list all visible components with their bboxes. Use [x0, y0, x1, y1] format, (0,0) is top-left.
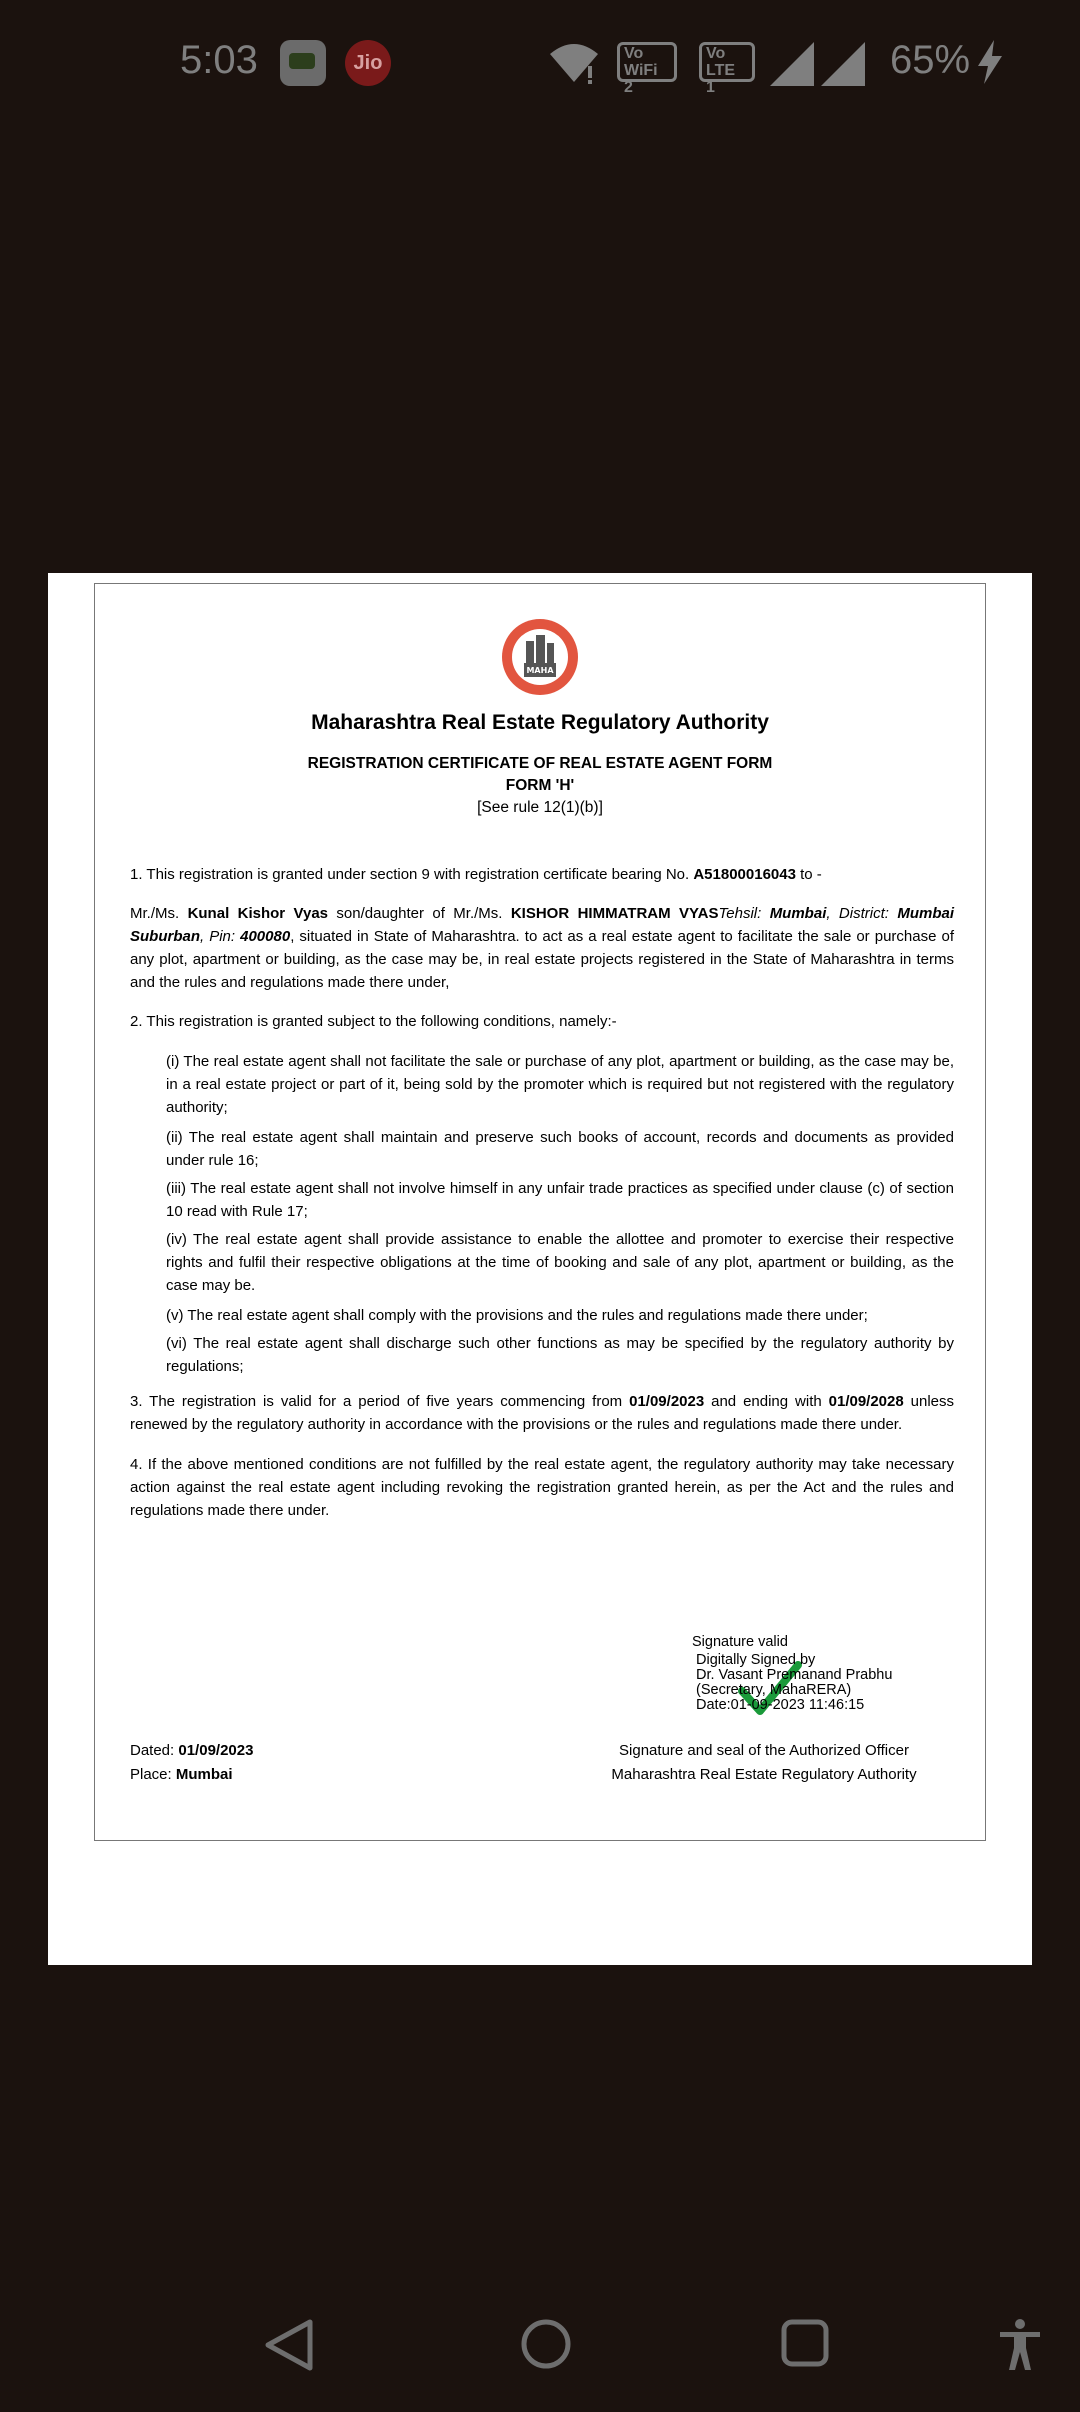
valid-to: 01/09/2028	[828, 1393, 904, 1410]
parent-name: KISHOR HIMMATRAM VYAS	[510, 905, 719, 922]
agent-name: Kunal Kishor Vyas	[187, 905, 329, 922]
app-notification-icon	[280, 40, 326, 86]
back-icon[interactable]	[262, 2318, 316, 2372]
charging-icon	[976, 40, 1004, 84]
certificate-title: REGISTRATION CERTIFICATE OF REAL ESTATE AGENT FORM	[307, 755, 773, 772]
document-page[interactable]: MAHA Maharashtra Real Estate Regulatory Authority REGISTRATION CERTIFICATE OF REAL ESTATE AGENT FORM FORM 'H' [See rule 12(1)(b)] 1. This registration is granted under section 9 with registration certificate bearing No. A51800016043 to - Mr./Ms. Kunal Kishor Vyas son/daughter of Mr./Ms. KISHOR HIMMATRAM VYASTehsil: Mumbai, District: Mumbai Suburban, Pin: 400080, situated in State of Maharashtra. to act as a real estate agent to facilitate the sale or purchase of any plot, apartment or building, as the case may be, in real estate projects registered in the State of Maharashtra in terms and the rules and regulations made there under, 2. This registration is granted subject to the following conditions, namely:- (i) The real estate agent shall not facilitate the sale or purchase of any plot, apartment or building, as the case may be, in a real estate project or part of it, being sold by the promoter which is required but not registered with the regulatory authority; (ii) The real estate agent shall maintain and preserve such books of account, records and documents as provided under rule 16; (iii) The real estate agent shall not involve himself in any unfair trade practices as specified under clause (c) of section 10 read with Rule 17; (iv) The real estate agent shall provide assistance to enable the allottee and promoter to exercise their respective rights and fulfil their respective obligations at the time of booking and sale of any plot, apartment or building, as the case may be. (v) The real estate agent shall comply with the provisions and the rules and regulations made there under; (vi) The real estate agent shall discharge such other functions as may be specified by the regulatory authority by regulations; 3. The registration is valid for a period of five years commencing from 01/09/2023 and ending with 01/09/2028 unless renewed by the regulatory authority in accordance with the provisions or the rules and regulations made there under. 4. If the above mentioned conditions are not fulfilled by the real estate agent, the regulatory authority may take necessary action against the real estate agent including revoking the registration granted herein, as per the Act and the rules and regulations made there under. Signature valid Digitally Signed by Dr. Vasant Premanand Prabhu (Secretary, MahaRERA) Date:01-09-2023 11:46:15 Dated: 01/09/2023 Place: Mumbai Signature and seal of the Authorized Officer Maharashtra Real Estate Regulatory Authority	[48, 573, 1032, 1965]
wifi-icon	[548, 40, 600, 84]
maharera-logo	[500, 617, 580, 697]
rule-reference: [See rule 12(1)(b)]	[477, 799, 603, 816]
condition-5: (v) The real estate agent shall comply with the provisions and the rules and regulations made there under;	[166, 1307, 868, 1324]
signal-icon	[821, 42, 865, 86]
signal-icon	[770, 42, 814, 86]
paragraph-4: 4. If the above mentioned conditions are not fulfilled by the real estate agent, the regulatory authority may take necessary action against the real estate agent including revoking the registration granted herein, as per the Act and the rules and regulations made there under.	[130, 1456, 954, 1519]
svg-text:MAHA: MAHA	[526, 666, 554, 675]
recents-icon[interactable]	[780, 2318, 830, 2368]
dated: Dated: 01/09/2023	[130, 1742, 254, 1759]
condition-4: (iv) The real estate agent shall provide assistance to enable the allottee and promoter to exercise their respective rights and fulfil their respective obligations at the time of booking and sale of any plot, apartment or building, as the case may be.	[166, 1231, 954, 1294]
jio-icon: Jio	[345, 40, 391, 86]
accessibility-icon[interactable]	[998, 2318, 1042, 2372]
agent-details: Mr./Ms. Kunal Kishor Vyas son/daughter of Mr./Ms. KISHOR HIMMATRAM VYASTehsil: Mumbai, District: Mumbai Suburban, Pin: 400080, situated in State of Maharashtra. to act as a real estate agent to facilitate the sale or purchase of any plot, apartment or building, as the case may be, in real estate projects registered in the State of Maharashtra in terms and the rules and regulations made there under,	[130, 905, 954, 991]
seal-caption-2: Maharashtra Real Estate Regulatory Authority	[611, 1766, 917, 1783]
valid-from: 01/09/2023	[629, 1393, 705, 1410]
seal-caption-1: Signature and seal of the Authorized Officer	[619, 1742, 909, 1759]
home-icon[interactable]	[520, 2318, 572, 2370]
paragraph-1: 1. This registration is granted under section 9 with registration certificate bearing No. A51800016043 to -	[130, 866, 822, 883]
paragraph-2: 2. This registration is granted subject to the following conditions, namely:-	[130, 1013, 617, 1030]
paragraph-3: 3. The registration is valid for a period of five years commencing from 01/09/2023 and ending with 01/09/2028 unless renewed by the regulatory authority in accordance with the provisions or the rules and regulations made there under.	[130, 1393, 955, 1433]
condition-3: (iii) The real estate agent shall not involve himself in any unfair trade practices as specified under clause (c) of section 10 read with Rule 17;	[166, 1180, 954, 1220]
volte-icon: Vo LTE 1	[699, 42, 755, 82]
place: Place: Mumbai	[130, 1766, 233, 1783]
authority-title: Maharashtra Real Estate Regulatory Authority	[311, 711, 769, 734]
vowifi-icon: Vo WiFi 2	[617, 42, 677, 82]
registration-number: A51800016043	[693, 866, 796, 883]
condition-2: (ii) The real estate agent shall maintain and preserve such books of account, records and documents as provided under rule 16;	[166, 1129, 954, 1169]
condition-1: (i) The real estate agent shall not facilitate the sale or purchase of any plot, apartment or building, as the case may be, in a real estate project or part of it, being sold by the promoter which is required but not registered with the regulatory authority;	[166, 1053, 954, 1116]
condition-6: (vi) The real estate agent shall discharge such other functions as may be specified by the regulatory authority by regulations;	[166, 1335, 954, 1375]
clock: 5:03	[180, 38, 258, 82]
form-name: FORM 'H'	[505, 777, 575, 794]
battery-level: 65%	[890, 38, 971, 82]
status-bar	[0, 0, 1080, 130]
